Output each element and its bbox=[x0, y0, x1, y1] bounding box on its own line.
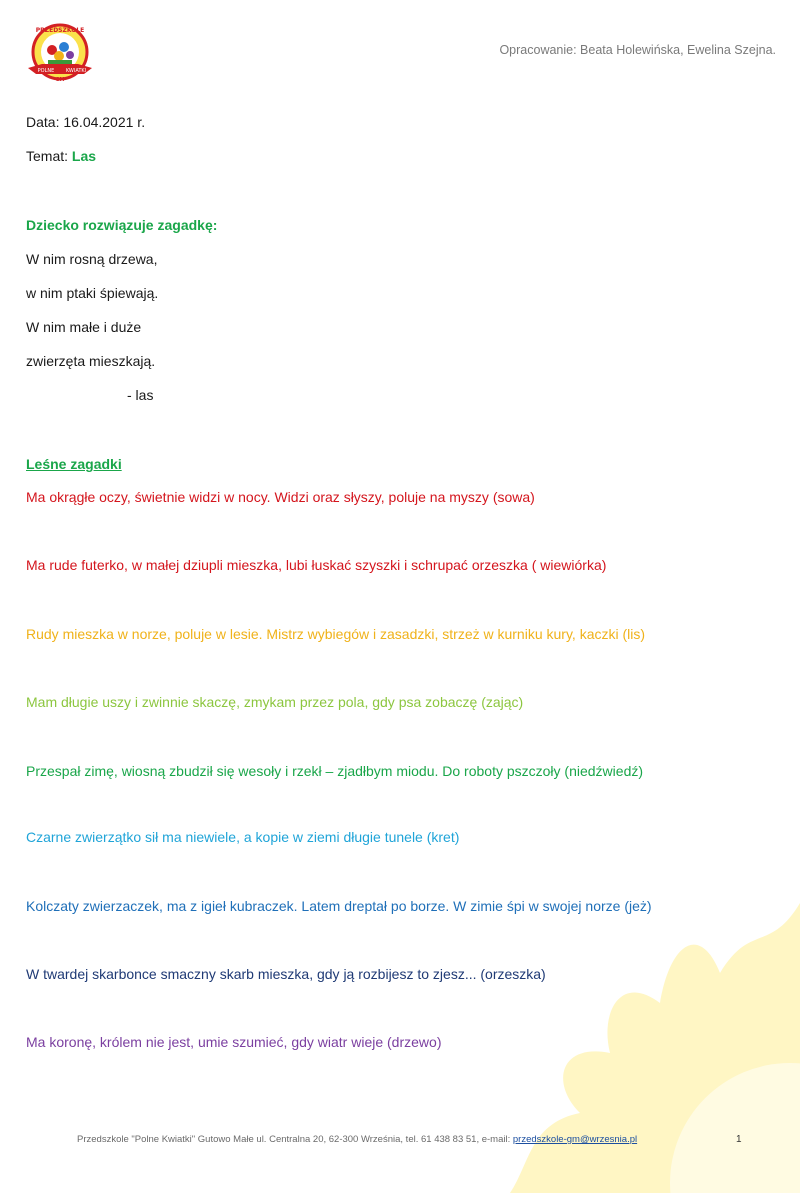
svg-text:POLNE: POLNE bbox=[37, 68, 55, 74]
forest-riddle-8: W twardej skarbonce smaczny skarb mieszka, gdy ją rozbijesz to zjesz... (orzeszka) bbox=[26, 966, 546, 982]
forest-riddle-2: Ma rude futerko, w małej dziupli mieszka, lubi łuskać szyszki i schrupać orzeszka ( wiewiórka) bbox=[26, 557, 607, 573]
riddle-line-2: w nim ptaki śpiewają. bbox=[26, 285, 159, 301]
topic-value: Las bbox=[71, 148, 97, 164]
forest-riddle-9: Ma koronę, królem nie jest, umie szumieć, gdy wiatr wieje (drzewo) bbox=[26, 1034, 442, 1050]
topic-line bbox=[26, 148, 96, 164]
date-line: Data: 16.04.2021 r. bbox=[26, 114, 146, 130]
svg-text:PRZEDSZKOLE: PRZEDSZKOLE bbox=[35, 27, 85, 34]
forest-riddle-6: Czarne zwierzątko sił ma niewiele, a kopie w ziemi długie tunele (kret) bbox=[26, 829, 460, 845]
preschool-logo bbox=[22, 22, 98, 84]
page-number: 1 bbox=[736, 1134, 742, 1145]
svg-text:GM: GM bbox=[55, 77, 65, 83]
riddle-line-4: zwierzęta mieszkają. bbox=[26, 353, 156, 369]
forest-riddle-5: Przespał zimę, wiosną zbudził się wesoły i rzekł – zjadłbym miodu. Do roboty pszczoły (niedźwiedź) bbox=[26, 763, 644, 779]
footer-email-link[interactable]: przedszkole-gm@wrzesnia.pl bbox=[512, 1134, 638, 1145]
forest-riddle-4: Mam długie uszy i zwinnie skaczę, zmykam przez pola, gdy psa zobaczę (zając) bbox=[26, 694, 524, 710]
riddle-line-1: W nim rosną drzewa, bbox=[26, 251, 158, 267]
riddle-answer: - las bbox=[127, 387, 154, 403]
author-credit: Opracowanie: Beata Holewińska, Ewelina Szejna. bbox=[499, 43, 776, 57]
forest-riddle-1: Ma okrągłe oczy, świetnie widzi w nocy. Widzi oraz słyszy, poluje na myszy (sowa) bbox=[26, 489, 535, 505]
footer bbox=[77, 1134, 637, 1145]
topic-label: Temat: bbox=[26, 148, 69, 164]
svg-text:KWIATKI: KWIATKI bbox=[65, 68, 87, 74]
forest-riddle-3: Rudy mieszka w norze, poluje w lesie. Mistrz wybiegów i zasadzki, strzeż w kurniku kury, kaczki (lis) bbox=[26, 626, 646, 642]
forest-riddles-heading: Leśne zagadki bbox=[26, 456, 122, 472]
riddle-line-3: W nim małe i duże bbox=[26, 319, 142, 335]
footer-address: Przedszkole "Polne Kwiatki" Gutowo Małe ul. Centralna 20, 62-300 Września, tel. 61 438 83 51, e-mail: bbox=[77, 1134, 513, 1145]
forest-riddle-7: Kolczaty zwierzaczek, ma z igieł kubraczek. Latem dreptał po borze. W zimie śpi w swojej norze (jeż) bbox=[26, 898, 652, 914]
riddle-heading: Dziecko rozwiązuje zagadkę: bbox=[26, 217, 218, 233]
